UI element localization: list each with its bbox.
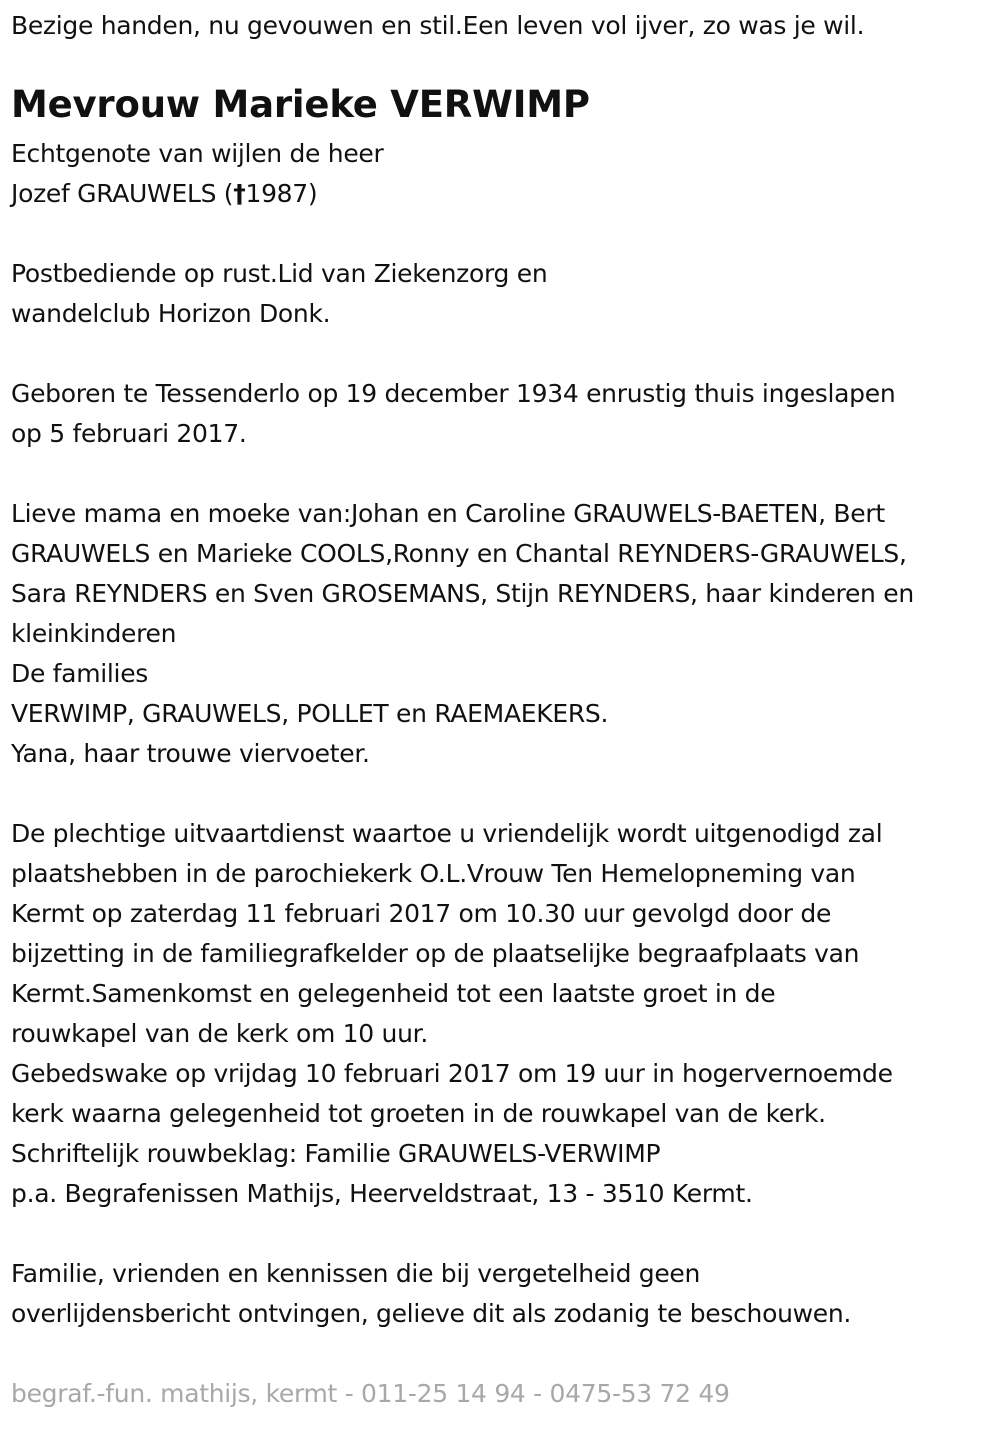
text-line: Kermt.Samenkomst en gelegenheid tot een laatste groet in de [11, 979, 776, 1008]
text-line: Geboren te Tessenderlo op 19 december 1934 enrustig thuis ingeslapen [11, 379, 896, 408]
spouse-line: Echtgenote van wijlen de heer [11, 139, 384, 168]
cross-icon: † [233, 179, 246, 208]
family-block [11, 494, 914, 774]
text-line: Yana, haar trouwe viervoeter. [11, 739, 370, 768]
text-line: Kermt op zaterdag 11 februari 2017 om 10.30 uur gevolgd door de [11, 899, 832, 928]
text-line: GRAUWELS en Marieke COOLS,Ronny en Chantal REYNDERS-GRAUWELS, [11, 539, 907, 568]
text-line: Familie, vrienden en kennissen die bij vergetelheid geen [11, 1259, 701, 1288]
text-line: p.a. Begrafenissen Mathijs, Heerveldstraat, 13 - 3510 Kermt. [11, 1179, 753, 1208]
text-line: kerk waarna gelegenheid tot groeten in de rouwkapel van de kerk. [11, 1099, 826, 1128]
text-line: bijzetting in de familiegrafkelder op de plaatselijke begraafplaats van [11, 939, 860, 968]
ceremony-block [11, 814, 893, 1214]
spouse-name-line [11, 174, 383, 214]
footer-contact: begraf.-fun. mathijs, kermt - 011-25 14 94 - 0475-53 72 49 [11, 1379, 730, 1408]
text-line: rouwkapel van de kerk om 10 uur. [11, 1019, 428, 1048]
deceased-name: Mevrouw Marieke VERWIMP [11, 83, 590, 126]
text-line: VERWIMP, GRAUWELS, POLLET en RAEMAEKERS. [11, 699, 609, 728]
spouse-name: Jozef GRAUWELS ( [11, 179, 234, 208]
text-line: Sara REYNDERS en Sven GROSEMANS, Stijn REYNDERS, haar kinderen en [11, 579, 914, 608]
text-line: Gebedswake op vrijdag 10 februari 2017 om 19 uur in hogervernoemde [11, 1059, 893, 1088]
spouse-death-year: 1987) [245, 179, 318, 208]
text-line: Postbediende op rust.Lid van Ziekenzorg en [11, 259, 548, 288]
text-line: Schriftelijk rouwbeklag: Familie GRAUWELS-VERWIMP [11, 1139, 661, 1168]
motto: Bezige handen, nu gevouwen en stil.Een leven vol ijver, zo was je wil. [11, 11, 865, 40]
text-line: De families [11, 659, 148, 688]
text-line: kleinkinderen [11, 619, 177, 648]
text-line: plaatshebben in de parochiekerk O.L.Vrouw Ten Hemelopneming van [11, 859, 856, 888]
text-line: Lieve mama en moeke van:Johan en Caroline GRAUWELS-BAETEN, Bert [11, 499, 885, 528]
text-line: overlijdensbericht ontvingen, gelieve dit als zodanig te beschouwen. [11, 1299, 852, 1328]
text-line: wandelclub Horizon Donk. [11, 299, 331, 328]
text-line: op 5 februari 2017. [11, 419, 247, 448]
spouse-block [11, 134, 383, 214]
closing-block [11, 1254, 851, 1334]
text-line: De plechtige uitvaartdienst waartoe u vriendelijk wordt uitgenodigd zal [11, 819, 883, 848]
birth-death-block [11, 374, 895, 454]
occupation-block [11, 254, 547, 334]
